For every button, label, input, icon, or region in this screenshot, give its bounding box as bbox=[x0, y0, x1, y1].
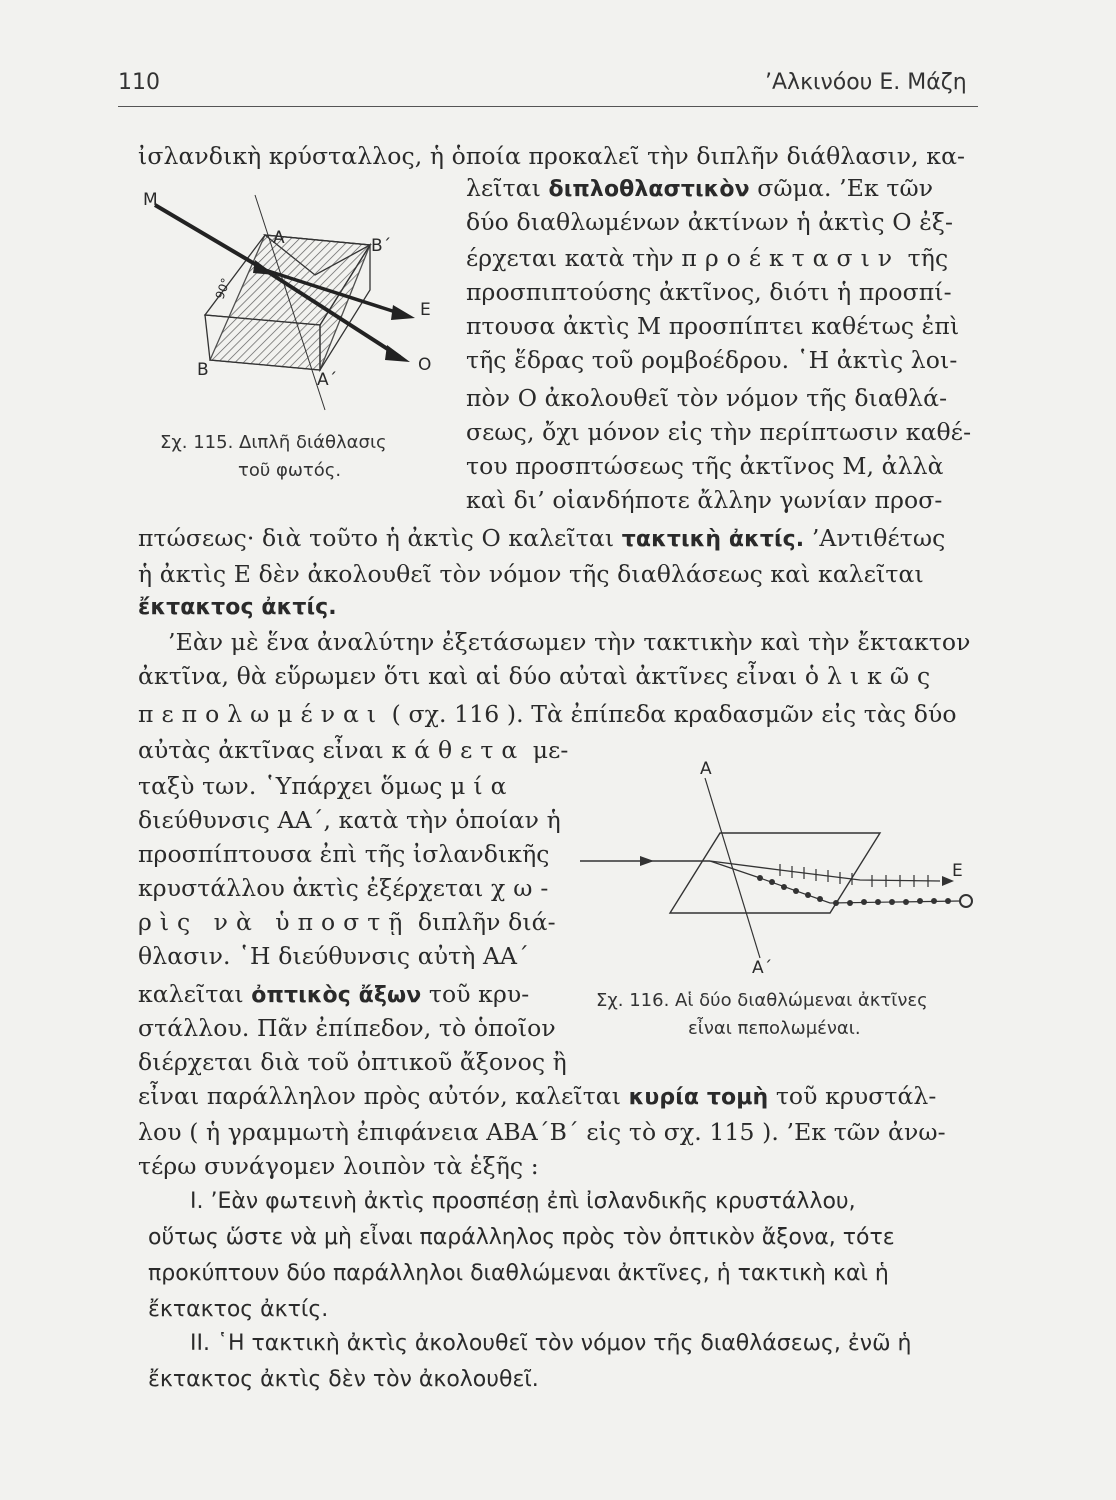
conclusion-1-line-2: οὕτως ὥστε νὰ μὴ εἶναι παράλληλος πρὸς τὸν ὀπτικὸν ἄξονα, τότε bbox=[148, 1225, 895, 1250]
label-m: Μ bbox=[143, 190, 158, 210]
body-line-11: καὶ δι’ οἱανδήποτε ἄλλην γωνίαν προσ- bbox=[466, 486, 943, 514]
ray-o-end-circle bbox=[960, 895, 972, 907]
figure-116-diagram bbox=[580, 758, 980, 983]
label-angle: 90° bbox=[212, 276, 234, 302]
body-line-23: ρὶς νὰ ὑποστῇ διπλῆν διά- bbox=[138, 908, 556, 936]
body-line-19: ταξὺ των. ῾Υπάρχει ὅμως μία bbox=[138, 772, 515, 800]
body-line-27: διέρχεται διὰ τοῦ ὀπτικοῦ ἄξονος ἢ bbox=[138, 1048, 567, 1076]
ray-o-path bbox=[710, 861, 960, 903]
body-line-6: πτουσα ἀκτὶς Μ προσπίπτει καθέτως ἐπὶ bbox=[466, 312, 960, 340]
body-line-18: αὐτὰς ἀκτῖνας εἶναι κάθετα με- bbox=[138, 736, 569, 764]
body-line-26: στάλλου. Πᾶν ἐπίπεδον, τὸ ὁποῖον bbox=[138, 1014, 556, 1042]
body-line-8: πὸν Ο ἀκολουθεῖ τὸν νόμον τῆς διαθλά- bbox=[466, 384, 948, 412]
body-line-28: εἶναι παράλληλον πρὸς αὐτόν, καλεῖται κυρία τομὴ τοῦ κρυστάλ- bbox=[138, 1082, 937, 1110]
body-line-20: διεύθυνσις ΑΑ΄, κατὰ τὴν ὁποίαν ἡ bbox=[138, 806, 561, 834]
body-line-24: θλασιν. ῾Η διεύθυνσις αὐτὴ ΑΑ΄ bbox=[138, 942, 529, 970]
running-title: ’Αλκινόου Ε. Μάζη bbox=[765, 70, 967, 95]
header-rule bbox=[118, 106, 978, 107]
label-a: Α bbox=[273, 228, 285, 248]
body-line-14: ἔκτακτος ἀκτίς. bbox=[138, 595, 337, 620]
incident-ray-m bbox=[155, 205, 265, 270]
label-b-prime: Β΄ bbox=[371, 236, 392, 256]
label-a-prime: Α΄ bbox=[317, 370, 338, 390]
body-line-16: ἀκτῖνα, θὰ εὕρωμεν ὅτι καὶ αἱ δύο αὐταὶ ἀκτῖνες εἶναι ὁλικῶς bbox=[138, 662, 939, 690]
body-line-2: λεῖται διπλοθλαστικὸν σῶμα. ’Εκ τῶν bbox=[466, 174, 934, 202]
conclusion-1-line-4: ἔκτακτος ἀκτίς. bbox=[148, 1297, 329, 1322]
body-line-7: τῆς ἕδρας τοῦ ρομβοέδρου. ῾Η ἀκτὶς λοι- bbox=[466, 346, 958, 374]
body-line-13: ἡ ἀκτὶς Ε δὲν ἀκολουθεῖ τὸν νόμον τῆς διαθλάσεως καὶ καλεῖται bbox=[138, 560, 924, 588]
label-e: Ε bbox=[952, 861, 963, 881]
figure-115-caption-line1: Σχ. 115. Διπλῆ διάθλασις bbox=[160, 432, 387, 453]
conclusion-2-line-1: ΙΙ. ῾Η τακτικὴ ἀκτὶς ἀκολουθεῖ τὸν νόμον τῆς διαθλάσεως, ἐνῶ ἡ bbox=[190, 1331, 912, 1356]
body-line-29: λου ( ἡ γραμμωτὴ ἐπιφάνεια ΑΒΑ΄Β΄ εἰς τὸ σχ. 115 ). ’Εκ τῶν ἀνω- bbox=[138, 1118, 946, 1146]
body-line-30: τέρω συνάγομεν λοιπὸν τὰ ἑξῆς : bbox=[138, 1152, 539, 1180]
conclusion-1-line-3: προκύπτουν δύο παράλληλοι διαθλώμεναι ἀκτῖνες, ἡ τακτικὴ καὶ ἡ bbox=[148, 1261, 889, 1286]
body-line-12: πτώσεως· διὰ τοῦτο ἡ ἀκτὶς Ο καλεῖται τακτικὴ ἀκτίς. ’Αντιθέτως bbox=[138, 524, 946, 552]
conclusion-1-line-1: Ι. ’Εὰν φωτεινὴ ἀκτὶς προσπέσῃ ἐπὶ ἰσλανδικῆς κρυστάλλου, bbox=[190, 1189, 856, 1214]
ray-e-arrow bbox=[391, 305, 415, 320]
ray-o-arrow bbox=[385, 345, 410, 362]
incident-arrow bbox=[640, 856, 654, 866]
body-line-5: προσπιπτούσης ἀκτῖνος, διότι ἡ προσπί- bbox=[466, 278, 952, 306]
body-line-10: του προσπτώσεως τῆς ἀκτῖνος Μ, ἀλλὰ bbox=[466, 452, 944, 480]
figure-115-diagram bbox=[135, 165, 445, 425]
figure-116-caption-line2: εἶναι πεπολωμέναι. bbox=[688, 1018, 861, 1039]
body-line-15: ’Εὰν μὲ ἕνα ἀναλύτην ἐξετάσωμεν τὴν τακτικὴν καὶ τὴν ἔκτακτον bbox=[168, 628, 971, 656]
optic-axis bbox=[705, 778, 760, 958]
body-line-25: καλεῖται ὀπτικὸς ἄξων τοῦ κρυ- bbox=[138, 980, 530, 1008]
body-line-22: κρυστάλλου ἀκτὶς ἐξέρχεται χω- bbox=[138, 874, 557, 902]
body-line-17: πεπολωμέναι ( σχ. 116 ). Τὰ ἐπίπεδα κραδασμῶν εἰς τὰς δύο bbox=[138, 700, 957, 728]
label-a-prime: Α΄ bbox=[752, 958, 773, 978]
body-line-3: δύο διαθλωμένων ἀκτίνων ἡ ἀκτὶς Ο ἐξ- bbox=[466, 208, 953, 236]
body-line-1: ἰσλανδικὴ κρύσταλλος, ἡ ὁποία προκαλεῖ τὴν διπλῆν διάθλασιν, κα- bbox=[138, 142, 966, 170]
page-number: 110 bbox=[118, 70, 160, 95]
figure-115-caption-line2: τοῦ φωτός. bbox=[238, 460, 342, 481]
label-a: Α bbox=[700, 759, 712, 779]
body-line-21: προσπίπτουσα ἐπὶ τῆς ἰσλανδικῆς bbox=[138, 840, 550, 868]
ray-e-path bbox=[710, 861, 940, 881]
body-line-9: σεως, ὄχι μόνον εἰς τὴν περίπτωσιν καθέ- bbox=[466, 418, 972, 446]
body-line-4: έρχεται κατὰ τὴν προέκτασιν τῆς bbox=[466, 244, 949, 272]
label-e: Ε bbox=[420, 300, 431, 320]
conclusion-2-line-2: ἔκτακτος ἀκτὶς δὲν τὸν ἀκολουθεῖ. bbox=[148, 1367, 539, 1392]
figure-116-caption-line1: Σχ. 116. Αἱ δύο διαθλώμεναι ἀκτῖνες bbox=[596, 990, 928, 1011]
label-o: Ο bbox=[418, 355, 432, 375]
label-b: Β bbox=[197, 360, 209, 380]
